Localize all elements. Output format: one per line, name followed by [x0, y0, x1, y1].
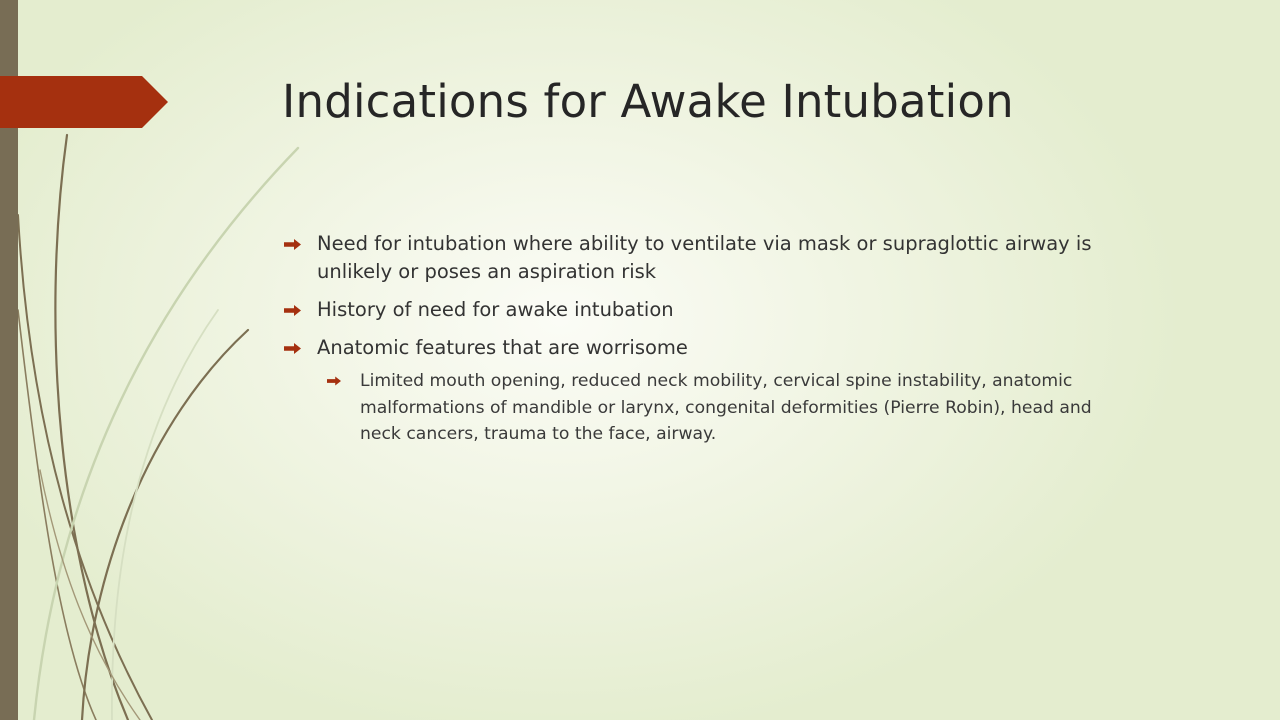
- bullet-item: [284, 296, 1164, 324]
- slide-title: Indications for Awake Intubation: [282, 75, 1014, 128]
- sub-bullet-text: Limited mouth opening, reduced neck mobility, cervical spine instability, anatomic malformations of mandible or larynx, congenital deformities (Pierre Robin), head and neck cancers, trauma to the face, airway.: [360, 371, 1092, 444]
- title-flag-shape: [0, 76, 168, 128]
- sub-bullet-item: [327, 368, 1120, 448]
- arrow-right-bullet-icon: [284, 343, 301, 354]
- arrow-right-bullet-icon: [284, 239, 301, 250]
- bullet-text: History of need for awake intubation: [317, 298, 674, 321]
- bullet-text: Need for intubation where ability to ventilate via mask or supraglottic airway is unlikely or poses an aspiration risk: [317, 232, 1092, 283]
- bullet-item: [284, 230, 1164, 286]
- bullet-text: Anatomic features that are worrisome: [317, 336, 688, 359]
- arrow-right-bullet-icon: [327, 376, 341, 386]
- bullet-item: [284, 334, 1164, 362]
- slide-content: [284, 230, 1164, 448]
- arrow-right-bullet-icon: [284, 305, 301, 316]
